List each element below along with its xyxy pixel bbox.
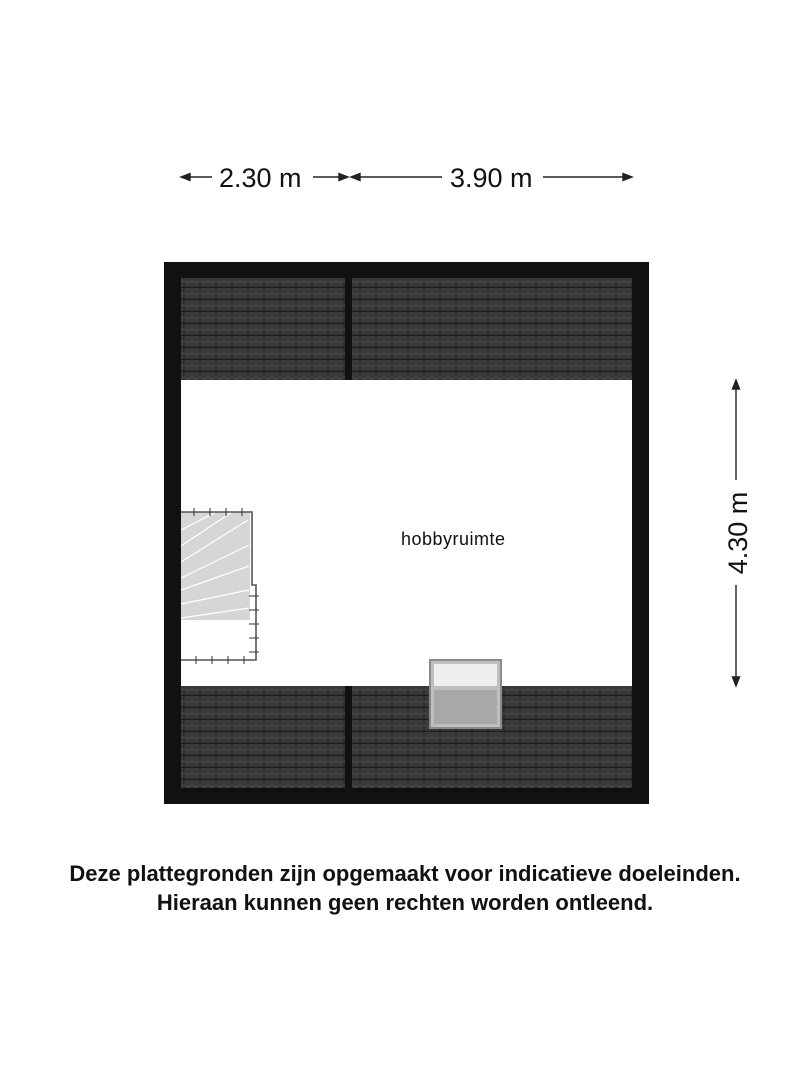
dimension-label-top-right: 3.90 m — [450, 163, 533, 193]
roof-tiles-bottom — [181, 686, 632, 788]
disclaimer-line-2: Hieraan kunnen geen rechten worden ontleend. — [156, 890, 654, 915]
beam-bottom — [345, 686, 352, 788]
dimension-label-top-left: 2.30 m — [219, 163, 302, 193]
disclaimer-line-1: Deze plattegronden zijn opgemaakt voor indicatieve doeleinden. — [69, 861, 741, 886]
beam-top — [345, 278, 352, 380]
roof-tiles-top — [181, 278, 632, 380]
dimension-label-right: 4.30 m — [723, 491, 753, 575]
disclaimer — [0, 859, 810, 917]
roof-window — [430, 660, 501, 728]
staircase — [181, 508, 259, 664]
room-label: hobbyruimte — [401, 529, 506, 549]
